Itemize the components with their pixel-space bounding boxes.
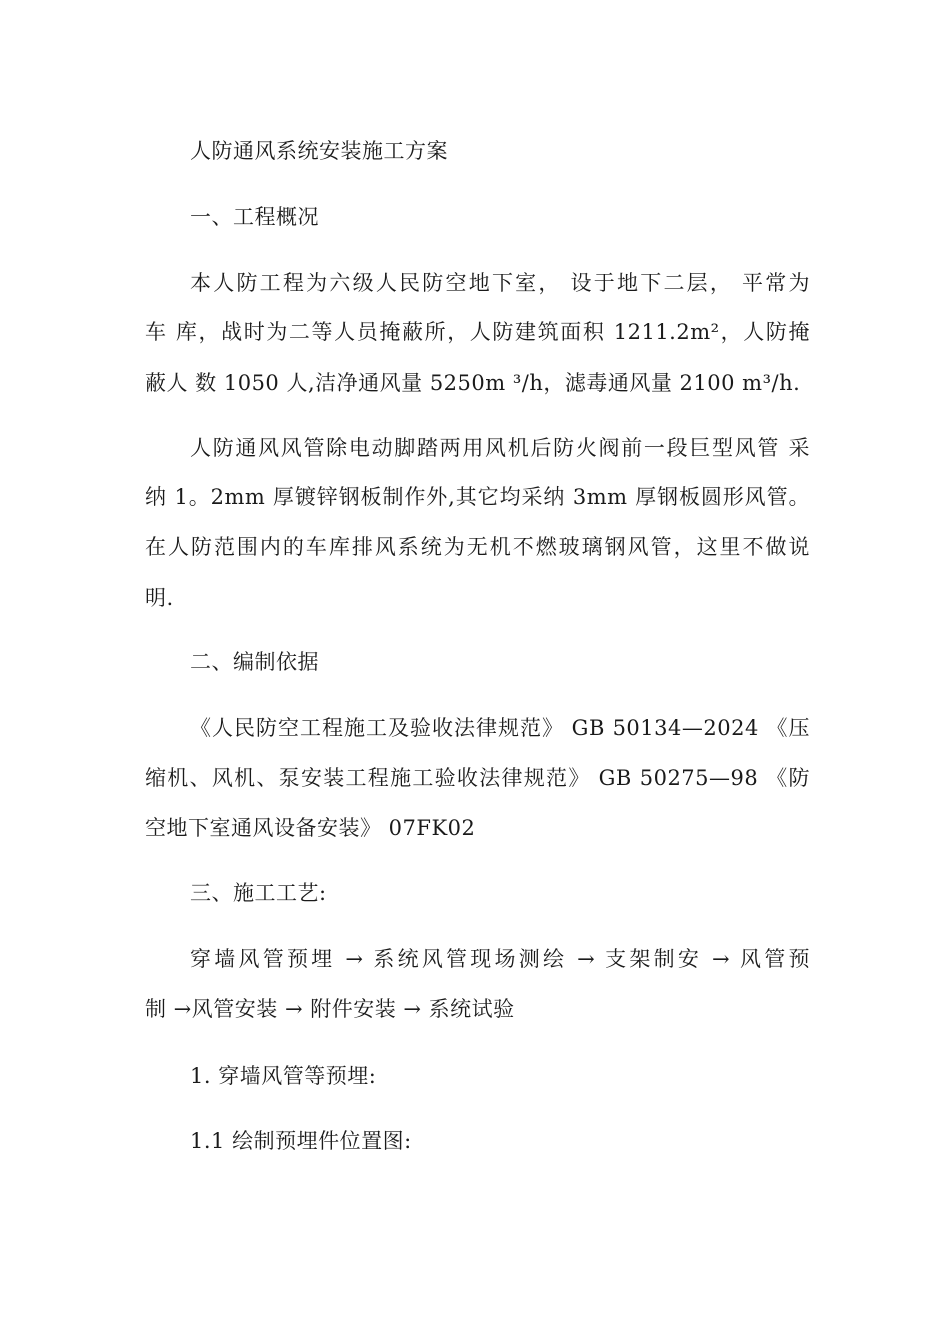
paragraph-line: 本人防工程为六级人民防空地下室， 设于地下二层， 平常为 [190,271,810,295]
flow-line: 穿墙风管预埋 → 系统风管现场测绘 → 支架制安 → 风管预 [190,947,810,971]
paragraph-line: 明. [145,586,174,610]
section-heading-overview: 一、工程概况 [190,205,319,229]
paragraph-line: 纳 1。2mm 厚镀锌钢板制作外,其它均采纳 3mm 厚钢板圆形风管。 [145,485,810,509]
paragraph-line: 人防通风风管除电动脚踏两用风机后防火阀前一段巨型风管 采 [190,436,810,460]
paragraph-line: 车 库，战时为二等人员掩蔽所，人防建筑面积 1211.2m²，人防掩 [145,320,810,344]
paragraph-line: 蔽人 数 1050 人,洁净通风量 5250m ³/h，滤毒通风量 2100 m³/h. [145,371,801,395]
flow-line: 制 →风管安装 → 附件安装 → 系统试验 [145,997,515,1021]
subsection-heading: 1.1 绘制预埋件位置图: [190,1129,412,1153]
section-heading-basis: 二、编制依据 [190,650,319,674]
section-heading-process: 三、施工工艺: [190,881,327,905]
paragraph-line: 空地下室通风设备安装》 07FK02 [145,816,476,840]
subsection-heading: 1. 穿墙风管等预埋: [190,1064,377,1088]
paragraph-line: 《人民防空工程施工及验收法律规范》 GB 50134—2024 《压 [190,716,810,740]
paragraph-line: 在人防范围内的车库排风系统为无机不燃玻璃钢风管，这里不做说 [145,535,810,559]
document-title: 人防通风系统安装施工方案 [190,139,448,163]
paragraph-line: 缩机、风机、泵安装工程施工验收法律规范》 GB 50275—98 《防 [145,766,810,790]
